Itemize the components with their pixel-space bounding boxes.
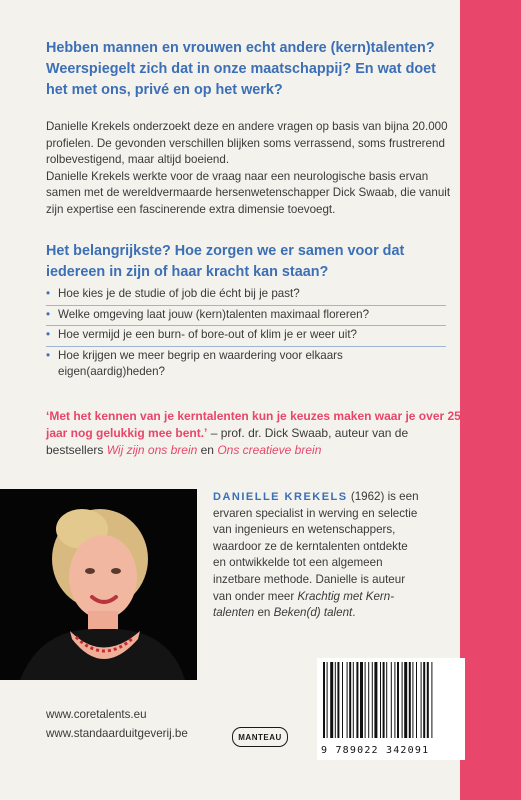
barcode-bar	[386, 662, 387, 738]
barcode-bar	[431, 662, 432, 738]
barcode-bars	[321, 662, 461, 738]
barcode-bar	[397, 662, 399, 738]
author-name: DANIELLE KREKELS	[213, 491, 348, 503]
barcode-bar	[330, 662, 333, 738]
publisher-logo-text: MANTEAU	[238, 732, 282, 742]
barcode-bar	[409, 662, 411, 738]
barcode-bar	[368, 662, 369, 738]
bio-text: (1962) is een ervaren specialist in werving en selectie van ingenieurs en wetenschappers, waardoor ze de kerntalenten ontdekte en ontwikkelde tot een algemeen inzetbare methode. Danielle is auteur van onder meer	[213, 490, 419, 603]
barcode-bar	[349, 662, 351, 738]
intro-question: Hebben mannen en vrouwen echt andere (kern)talenten? Weerspiegelt zich dat in onze maatschappij? En wat doet het met ons, privé en op het werk?	[46, 40, 436, 98]
bio-end: .	[352, 606, 356, 620]
barcode-bar	[360, 662, 363, 738]
barcode-bar	[423, 662, 425, 738]
pink-spine-strip	[460, 0, 521, 800]
quote-text: ‘Met het kennen van je kerntalenten kun je keuzes maken waar je over 25 jaar nog gelukkig mee bent.’	[46, 409, 461, 440]
question-list	[46, 286, 446, 384]
bio-book-2: Beken(d) talent	[273, 606, 353, 620]
quote-joiner: en	[197, 443, 218, 457]
author-photo	[0, 489, 197, 680]
barcode-bar	[391, 662, 392, 738]
bio-book-1: Krachtig met Kern-talenten	[213, 589, 395, 620]
barcode-bar	[335, 662, 336, 738]
barcode-bar	[327, 662, 328, 738]
quote-attribution: – prof. dr. Dick Swaab, auteur van de bestsellers	[46, 426, 409, 457]
intro-paragraph	[46, 119, 456, 219]
website-link-standaard[interactable]: www.standaarduitgeverij.be	[46, 727, 188, 740]
barcode-bar	[356, 662, 358, 738]
website-links	[46, 705, 188, 743]
barcode-bar	[347, 662, 348, 738]
barcode-bar	[383, 662, 385, 738]
barcode-bar	[374, 662, 377, 738]
endorsement-quote	[46, 408, 466, 459]
list-item: • Hoe krijgen we meer begrip en waardering voor elkaars eigen(aardig)heden?	[46, 348, 446, 383]
barcode-bar	[337, 662, 339, 738]
bio-joiner: en	[254, 606, 274, 620]
barcode-bar	[427, 662, 429, 738]
intro-line-2: Danielle Krekels werkte voor de vraag naar een neurologische basis ervan samen met de wereldvermaarde hersenwetenschapper Dick Swaab, die vanuit zijn expertise een fascinerende extra dimensie toevoegt.	[46, 169, 451, 216]
barcode-bar	[353, 662, 354, 738]
barcode-bar	[380, 662, 381, 738]
barcode-bar	[372, 662, 373, 738]
intro-line-1: Danielle Krekels onderzoekt deze en andere vragen op basis van bijna 20.000 profielen. De gevonden verschillen blijken soms verrassend, soms frustrerend rolbevestigend, maar altijd boeiend.	[46, 120, 448, 167]
barcode-bar	[404, 662, 407, 738]
publisher-logo	[232, 727, 288, 747]
list-item: • Hoe vermijd je een burn- of bore-out of klim je er weer uit?	[46, 327, 446, 347]
barcode-bar	[394, 662, 395, 738]
barcode-bar	[365, 662, 366, 738]
barcode-bar	[412, 662, 413, 738]
isbn-barcode	[317, 658, 465, 760]
isbn-number: 9 789022 342091	[321, 745, 430, 756]
quote-book-1: Wij zijn ons brein	[106, 443, 198, 457]
barcode-bar	[421, 662, 422, 738]
list-item: • Hoe kies je de studie of job die écht bij je past?	[46, 286, 446, 306]
barcode-bar	[323, 662, 325, 738]
barcode-bar	[416, 662, 417, 738]
website-link-coretalents[interactable]: www.coretalents.eu	[46, 708, 147, 721]
barcode-bar	[342, 662, 343, 738]
author-bio	[213, 489, 423, 622]
second-question: Het belangrijkste? Hoe zorgen we er samen voor dat iedereen in zijn of haar kracht kan staan?	[46, 243, 405, 280]
barcode-bar	[402, 662, 403, 738]
quote-book-2: Ons creatieve brein	[217, 443, 322, 457]
list-item: • Welke omgeving laat jouw (kern)talenten maximaal floreren?	[46, 307, 446, 327]
